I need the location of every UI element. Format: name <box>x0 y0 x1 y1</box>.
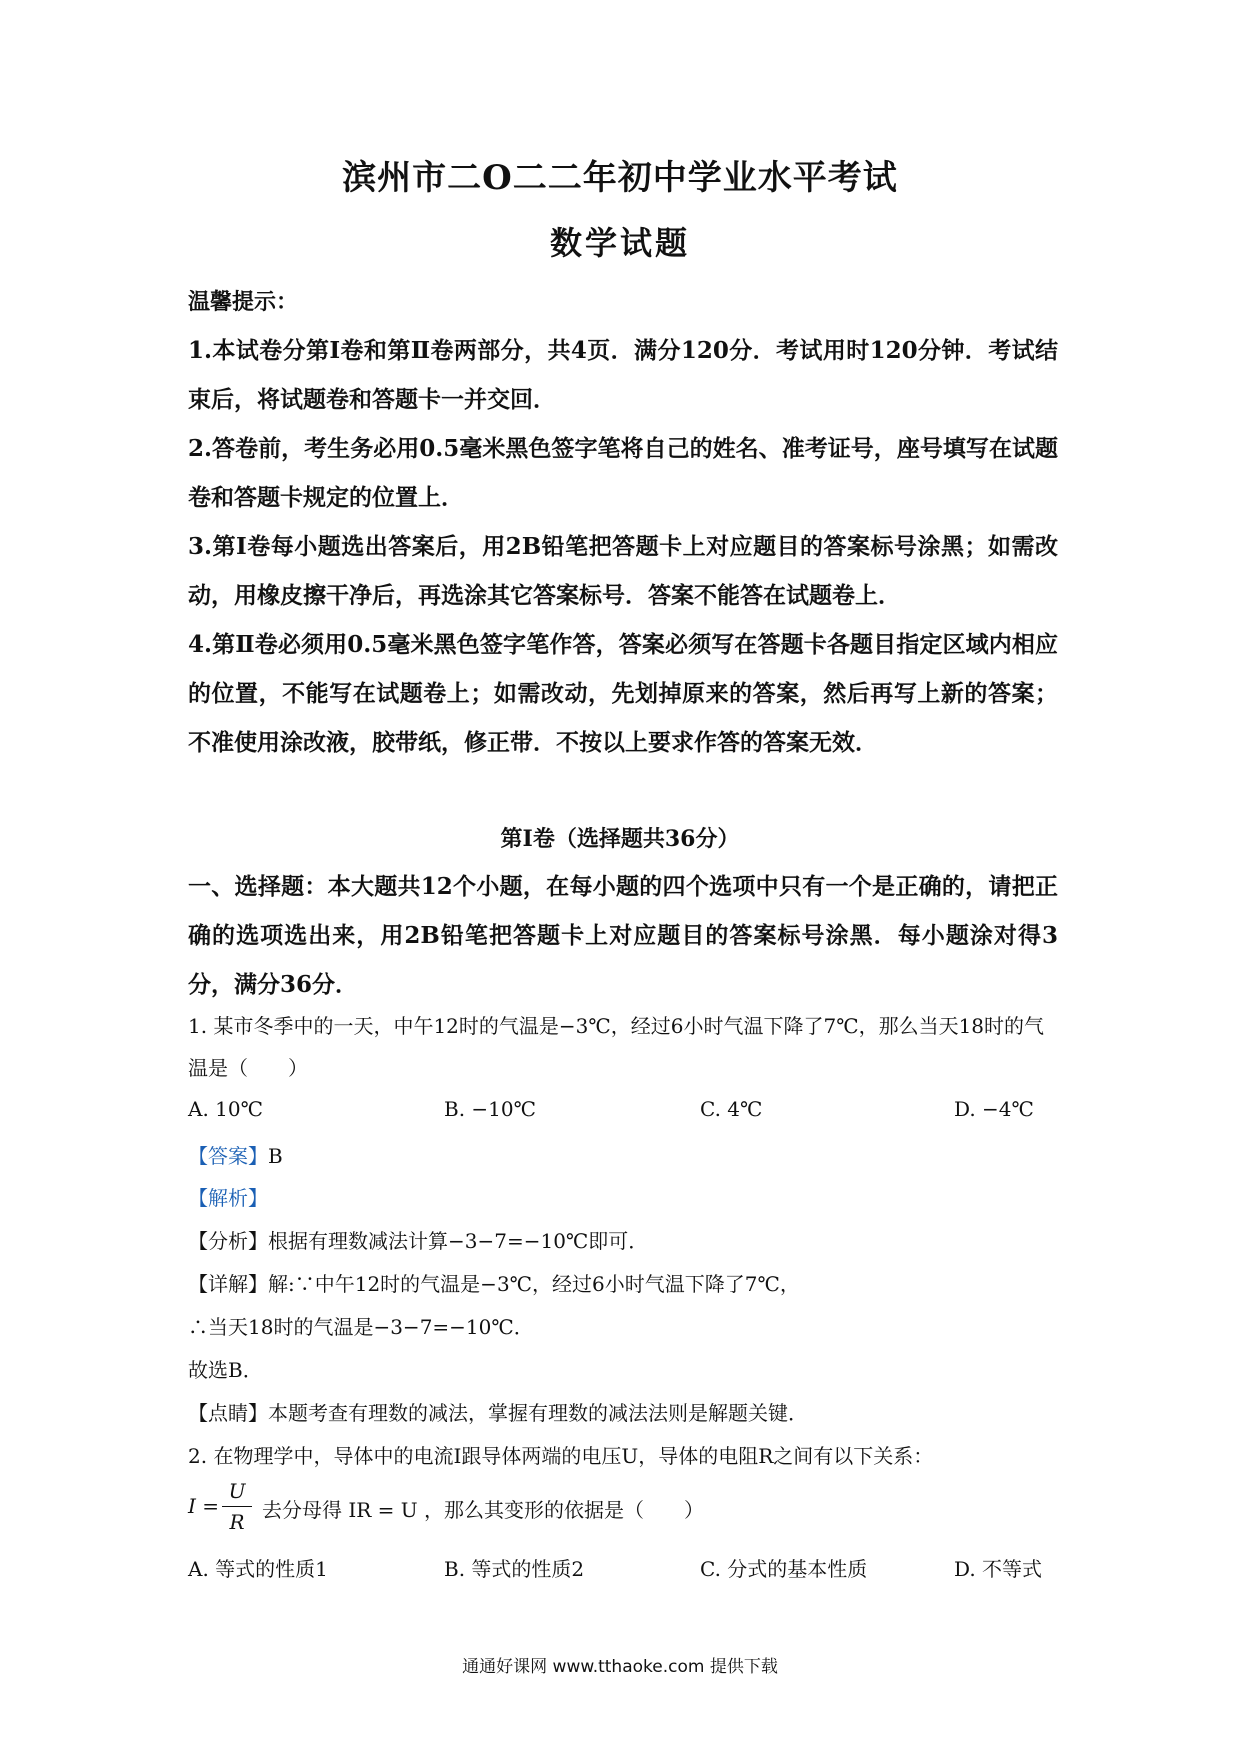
answer-line <box>188 1140 283 1169</box>
option-d: D. 不等式 <box>954 1557 1043 1581</box>
notice-item: 2.答卷前，考生务必用0.5毫米黑色签字笔将自己的姓名、准考证号，座号填写在试题卷和答题卡规定的位置上． <box>188 435 1058 511</box>
question-2-options <box>188 1553 1058 1589</box>
option-b: B. −10℃ <box>444 1097 536 1121</box>
exam-subtitle: 数学试题 <box>549 224 690 262</box>
question-1-options <box>188 1097 1058 1133</box>
solution-line: 故选B． <box>188 1358 263 1382</box>
notice-item: 1.本试卷分第Ⅰ卷和第Ⅱ卷两部分，共4页．满分120分．考试用时120分钟．考试结束后，将试题卷和答题卡一并交回． <box>188 337 1058 413</box>
option-d: D. −4℃ <box>954 1097 1034 1121</box>
formula-lhs: I = <box>188 1494 220 1518</box>
notice-heading: 温馨提示： <box>188 289 299 315</box>
notice-item: 4.第Ⅱ卷必须用0.5毫米黑色签字笔作答，答案必须写在答题卡各题目指定区域内相应的位置，不能写在试题卷上；如需改动，先划掉原来的答案，然后再写上新的答案；不准使用涂改液，胶带纸，修正带．不按以上要求作答的答案无效． <box>188 631 1058 756</box>
solution-line: 【分析】根据有理数减法计算−3−7=−10℃即可． <box>188 1229 649 1253</box>
option-c: C. 4℃ <box>700 1097 763 1121</box>
solution-line: 【点睛】本题考查有理数的减法，掌握有理数的减法法则是解题关键． <box>188 1401 808 1425</box>
formula-rest: 去分母得 IR = U ，那么其变形的依据是（ ） <box>262 1498 705 1522</box>
option-b: B. 等式的性质2 <box>444 1557 585 1581</box>
fraction-denominator: R <box>229 1510 245 1534</box>
fraction <box>222 1476 252 1537</box>
question-2-text: 2. 在物理学中，导体中的电流I跟导体两端的电压U，导体的电阻R之间有以下关系： <box>188 1444 934 1468</box>
footer-watermark: 通通好课网 www.tthaoke.com 提供下载 <box>462 1657 778 1677</box>
exam-title: 滨州市二O二二年初中学业水平考试 <box>342 158 898 198</box>
answer-value: B <box>268 1144 283 1168</box>
question-2-formula <box>188 1476 1058 1542</box>
question-1-text: 1. 某市冬季中的一天，中午12时的气温是−3℃，经过6小时气温下降了7℃，那么当天18时的气温是（ ） <box>188 1014 1045 1080</box>
option-c: C. 分式的基本性质 <box>700 1557 868 1581</box>
solution-line: ∴当天18时的气温是−3−7=−10℃． <box>188 1315 534 1339</box>
notice-item: 3.第Ⅰ卷每小题选出答案后，用2B铅笔把答题卡上对应题目的答案标号涂黑；如需改动，用橡皮擦干净后，再选涂其它答案标号．答案不能答在试题卷上． <box>188 533 1058 609</box>
answer-label: 【答案】 <box>188 1144 268 1168</box>
section-intro: 一、选择题：本大题共12个小题，在每小题的四个选项中只有一个是正确的，请把正确的选项选出来，用2B铅笔把答题卡上对应题目的答案标号涂黑．每小题涂对得3分，满分36分． <box>188 873 1058 998</box>
notice-list <box>188 326 1058 767</box>
solution-line: 【详解】解:∵中午12时的气温是−3℃，经过6小时气温下降了7℃， <box>188 1272 800 1296</box>
fraction-numerator: U <box>228 1479 246 1503</box>
section-title: 第Ⅰ卷（选择题共36分） <box>500 826 740 852</box>
analysis-label: 【解析】 <box>188 1186 268 1210</box>
option-a: A. 等式的性质1 <box>188 1557 328 1581</box>
option-a: A. 10℃ <box>188 1097 263 1121</box>
